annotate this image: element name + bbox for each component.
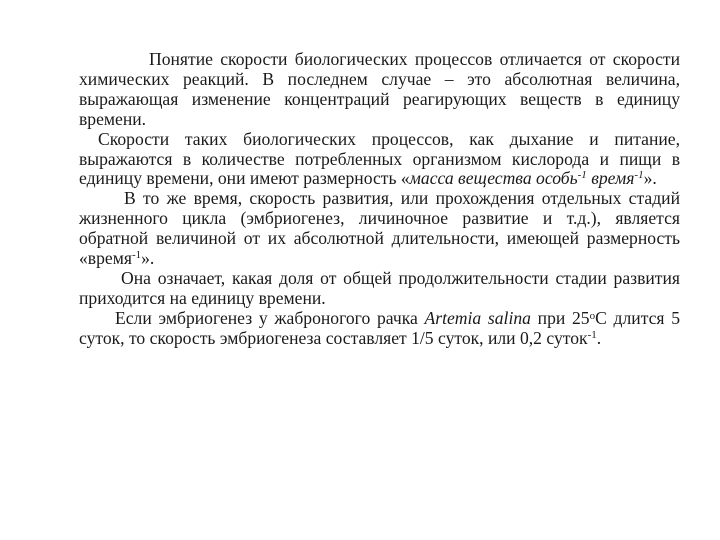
- unit-exponent-2: -1: [634, 169, 644, 182]
- paragraph-4-text: Она означает, какая доля от общей продолжительности стадии развития приходится на единицу времени.: [79, 267, 680, 308]
- degree-sign: о: [589, 309, 596, 322]
- unit-part-2: время: [586, 168, 635, 189]
- paragraph-5-rest: С длится 5 суток, то скорость эмбриогенеза составляет 1/5 суток, или 0,2 суток: [79, 307, 681, 348]
- paragraph-5-temperature: при 25: [530, 307, 590, 328]
- unit-formula: [410, 168, 644, 188]
- paragraph-3: [79, 189, 680, 269]
- paragraph-3-text: В то же время, скорость развития, или прохождения отдельных стадий жизненного цикла (эмбриогенез, личиночное развитие и т.д.), является обратной величиной от их абсолютной длительности, имеющей размерность «время: [79, 188, 680, 269]
- paragraph-1: [79, 50, 680, 130]
- paragraph-5-text: Если эмбриогенез у жаброногого рачка: [115, 307, 425, 328]
- paragraph-5: [79, 309, 680, 349]
- paragraph-1-text: Понятие скорости биологических процессов отличается от скорости химических реакций. В последнем случае – это абсолютная величина, выражающая изменение концентраций реагирующих веществ в единицу времени.: [79, 49, 680, 129]
- paragraph-2-end: ».: [643, 168, 657, 189]
- days-exponent: -1: [587, 328, 597, 341]
- species-name: Artemia salina: [424, 307, 531, 328]
- paragraph-2: [79, 130, 680, 190]
- paragraph-3-end: ».: [141, 248, 155, 269]
- unit-exponent-1: -1: [577, 169, 587, 182]
- paragraph-4: [79, 269, 680, 309]
- unit-part-1: масса вещества особь: [409, 168, 578, 189]
- text-block: [79, 50, 680, 349]
- paragraph-5-end: .: [596, 327, 602, 348]
- time-exponent: -1: [131, 249, 142, 262]
- paragraph-2-text: Скорости таких биологических процессов, как дыхание и питание, выражаются в количестве потребленных организмом кислорода и пищи в единицу времени, они имеют размерность «: [79, 128, 680, 189]
